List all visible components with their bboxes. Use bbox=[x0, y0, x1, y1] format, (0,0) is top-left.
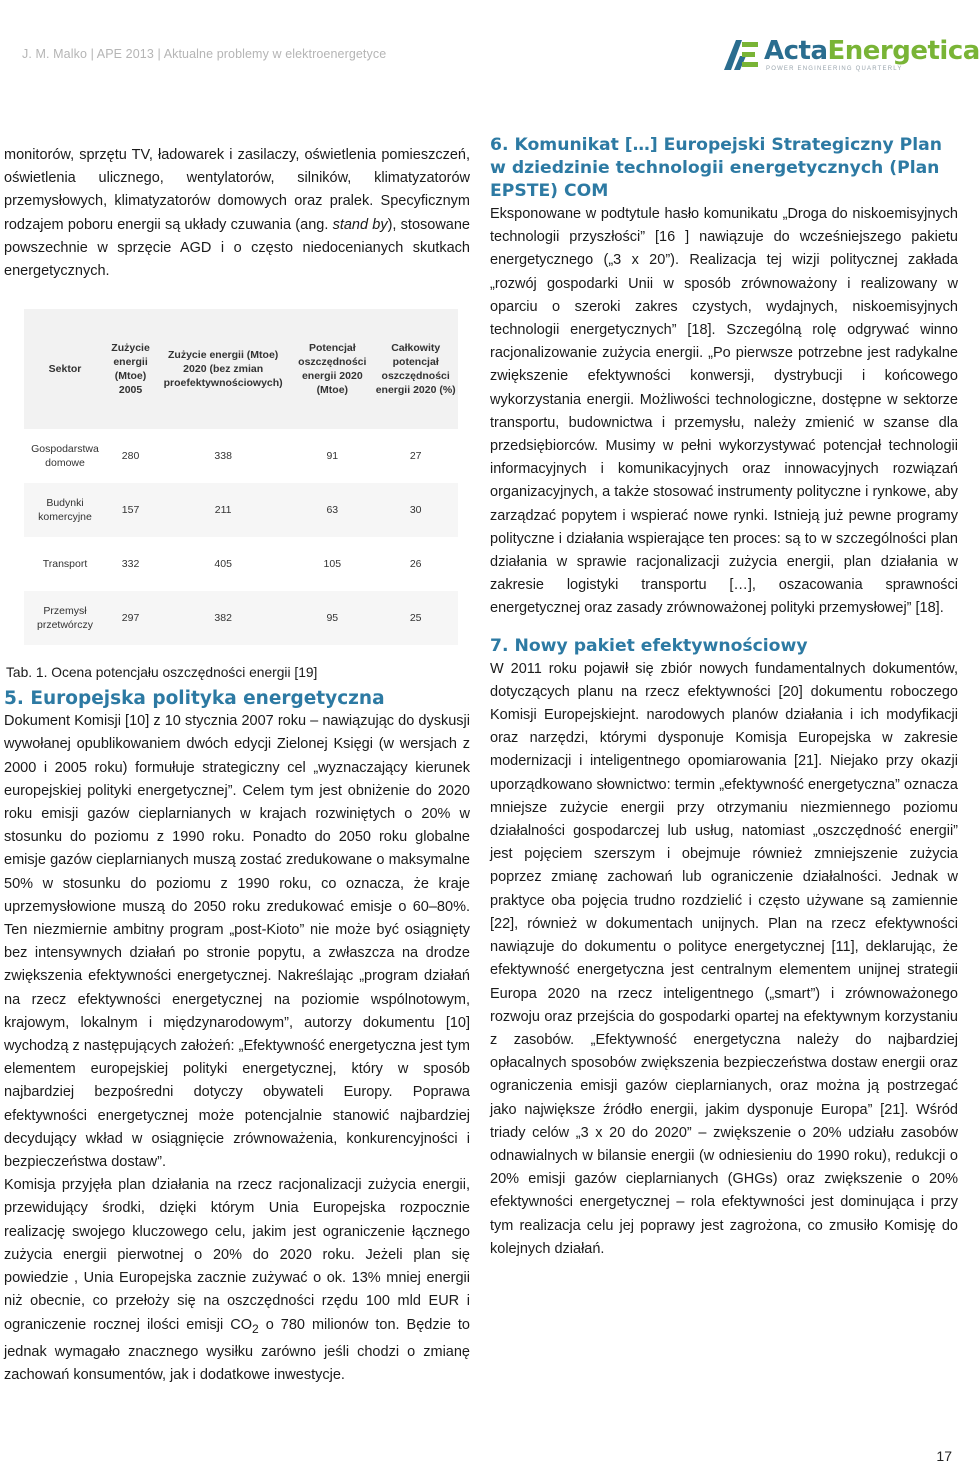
table-header-savings-potential: Potencjał oszczędności energii 2020 (Mtoe) bbox=[291, 309, 373, 429]
logo-tagline: POWER ENGINEERING QUARTERLY bbox=[766, 66, 903, 72]
left-column bbox=[4, 144, 470, 1387]
intro-paragraph bbox=[4, 144, 470, 283]
table-cell-sector: Budynki komercyjne bbox=[24, 483, 106, 537]
table-cell: 157 bbox=[106, 483, 155, 537]
table-cell: 297 bbox=[106, 591, 155, 645]
table-cell: 91 bbox=[326, 450, 339, 463]
table-cell: 95 bbox=[291, 591, 373, 645]
table-cell: 382 bbox=[155, 591, 291, 645]
table-cell: 27 bbox=[409, 450, 422, 463]
intro-italic-term: stand by bbox=[332, 216, 388, 233]
table-row bbox=[24, 483, 458, 537]
table-header-sector: Sektor bbox=[24, 309, 106, 429]
table-cell-sector: Transport bbox=[42, 558, 88, 571]
table-row bbox=[24, 591, 458, 645]
intro-text-1: monitorów, sprzętu TV, ładowarek i zasilaczy, oświetlenia pomieszczeń, oświetlenia ulicznego, wentylatorów, silników, klimatyzatorów przemysłowych, klimatyzatorów domowych oraz pralek. Specyficznym rodzajem poboru energii są układy czuwania (ang. bbox=[4, 147, 470, 233]
table-cell-sector: Gospodarstwa domowe bbox=[31, 443, 99, 470]
section-7-paragraph: W 2011 roku pojawił się zbiór nowych fundamentalnych dokumentów, dotyczących planu na rzecz efektywności [20] dokumentu roboczego Komisji Europejskiejnt. narodowych planów działania i ich modyfikacji oraz narzędzi, którymi dysponuje Komisja Europejska w zakresie modernizacji i inteligentnego opomiarowania [21]. Niejako przy okazji uporządkowano słownictwo: termin „efektywność energetyczna” oznacza mniejsze zużycie energii przy otrzymaniu niezmiennego poziomu działalności gospodarczej lub usług, natomiast „oszczędność energii” jest pojęciem szerszym i obejmuje również zmniejszenie zużycia poprzez zmianę zachowań lub ograniczenie działalności. Jednak w praktyce oba pojęcia trudno rozdzielić i często używane są zamiennie [22], również w dokumentach unijnych. Plan na rzecz efektywności nawiązuje do dokumentu o polityce energetycznej [11], deklarując, że efektywność energetyczna jest centralnym elementem unijnej strategii Europa 2020 na rzecz inteligentnego („smart”) i zrównoważonego rozwoju oraz przejścia do gospodarki opartej na efektywnym korzystaniu z zasobów. „Efektywność energetyczna należy do najbardziej opłacalnych sposobów zwiększenia bezpieczeństwa dostaw energii oraz ograniczenia emisji gazów cieplarnianych, oraz można ją postrzegać jako największe źródło energii, jakim dysponuje Europa” [21]. Wśród triady celów „3 x 20 do 2020” – zwiększenie o 20% udziału zasobów odnawialnych w bilansie energii (w odniesieniu do 1990 roku), redukcji o 20% emisji gazów cieplarnianych (GHGs) oraz zwiększenie o 20% efektywności energetycznej – rola efektywności jest dominująca i przy tym realizacja celu jej poprawy jest zagrożona, co zmusiło Komisję do kolejnych działań. bbox=[490, 660, 958, 1257]
table-cell: 332 bbox=[121, 558, 140, 571]
table-header-row bbox=[24, 309, 458, 429]
page-number: 17 bbox=[936, 1448, 952, 1464]
co2-subscript: 2 bbox=[252, 1321, 259, 1336]
section-6-heading: 6. Komunikat […] Europejski Strategiczny Plan w dziedzinie technologii energetycznych (Plan EPSTE) COM bbox=[490, 135, 943, 201]
table-cell: 105 bbox=[323, 558, 342, 571]
section-6-paragraph: Eksponowane w podtytule hasło komunikatu „Droga do niskoemisyjnych technologii przyszłości” [16 ] nawiązuje do wcześniejszego pakietu energetycznego („3 x 20”). Realizacja tej wizji politycznej zakłada „rozwój gospodarki Unii w sposób zrównoważony i realizowany w oparciu o szeroki zakres czystych, wydajnych, niskoemisyjnych technologii energetycznych” [18]. Szczególną rolę odgrywać winno racjonalizowanie zużycia energii. „Po pierwsze potrzebne jest radykalne zwiększenie efektywności konwersji, dystrybucji i końcowego wykorzystania energii. Możliwości technologiczne, dostępne w sektorze transportu, budownictwa i przemysłu, należy zmienić w szanse dla przedsiębiorców. Musimy w pełni wykorzystywać potencjał technologii informacyjnych i komunikacyjnych oraz innowacyjnych rozwiązań organizacyjnych, a także stosować instrumenty polityczne i rynkowe, aby zarządzać popytem i wspierać nowe rynki. Istnieją już pewne programy polityczne i działania wspierające ten proces: są to w szczególności plan działania w sprawie racjonalizacji zużycia energii, plan działania w zakresie logistyki transportu […], oszacowania sprawności energetycznej oraz zasady zrównoważonej polityki przemysłowej” [18]. bbox=[490, 206, 958, 617]
intro-text-2: ), stosowane powszechnie w sprzęcie AGD i o często niedocenianych skutkach energetycznych. bbox=[4, 216, 470, 280]
section-5-paragraph-2-text-a: Komisja przyjęła plan działania na rzecz racjonalizacji zużycia energii, przewidujący środki, dzięki którym Unia Europejska rozpocznie realizację swojego kluczowego celu, jakim jest ograniczenie łącznego zużycia energii pierwotnej o 20% do 2020 roku. Jeżeli plan się powiedzie , Unia Europejska zacznie zużywać o ok. 13% mniej energii niż obecnie, co przełoży się na oszczędności rzędu 100 mld EUR i ograniczenie rocznej ilości emisji CO bbox=[4, 1177, 470, 1333]
section-5-paragraph-1: Dokument Komisji [10] z 10 stycznia 2007 roku – nawiązując do dyskusji wywołanej opublikowaniem dwóch edycji Zielonej Księgi (w wersjach z 2000 i 2005 roku) formułuje strategiczny cel „wyznaczający kierunek europejskiej polityki energetycznej”. Celem tym jest obniżenie do 2020 roku emisji gazów cieplarnianych w krajach rozwiniętych o 20% w stosunku do poziomu z 1990 roku. Ponadto do 2050 roku globalne emisje gazów cieplarnianych muszą zostać zredukowane o maksymalne 50% w stosunku do poziomu z 1990 roku, co oznacza, że kraje uprzemysłowione muszą do 2050 roku zredukować emisje o 60–80%. Ten niezmiernie ambitny program „post-Kioto” nie może być osiągnięty bez intensywnych działań po stronie popytu, a zwłaszcza na drodze zwiększenia efektywności energetycznej. Nakreślając „program działań na rzecz efektywności energetycznej na poziomie wspólnotowym, krajowym, lokalnym i międzynarodowym”, autorzy dokumentu [10] wychodzą z następujących założeń: „Efektywność energetyczna jest tym elementem europejskiej polityki energetycznej, który w sposób najbardziej bezpośredni dotyczy obywateli Europy. Poprawa efektywności energetycznej może potencjalnie stanowić najbardziej decydujący wkład w osiągnięcie zrównoważenia, konkurencyjności i bezpieczeństwa dostaw”. bbox=[4, 713, 470, 1171]
running-head: J. M. Malko | APE 2013 | Aktualne problemy w elektroenergetyce bbox=[22, 47, 387, 61]
table-header-consumption-2020: Zużycie energii (Mtoe) 2020 (bez zmian proefektywnościowych) bbox=[155, 309, 291, 429]
table-header-consumption-2005: Zużycie energii (Mtoe) 2005 bbox=[106, 309, 155, 429]
energy-savings-table-wrap bbox=[24, 309, 458, 645]
table-cell: 211 bbox=[155, 483, 291, 537]
table-cell: 338 bbox=[214, 450, 232, 463]
journal-logo bbox=[722, 36, 980, 76]
section-7-heading: 7. Nowy pakiet efektywnościowy bbox=[490, 635, 808, 656]
table-header-total-potential: Całkowity potencjał oszczędności energii 2020 (%) bbox=[373, 309, 458, 429]
table-cell: 405 bbox=[214, 558, 232, 571]
table-cell: 26 bbox=[409, 558, 422, 571]
table-row bbox=[24, 537, 458, 591]
table-cell: 25 bbox=[373, 591, 458, 645]
table-cell: 63 bbox=[291, 483, 373, 537]
acta-energetica-logo-icon bbox=[722, 38, 760, 72]
section-5-paragraph-2 bbox=[4, 1174, 470, 1387]
logo-wordmark bbox=[764, 36, 980, 66]
logo-word-acta: Acta bbox=[764, 36, 828, 66]
table-cell-sector: Przemysł przetwórczy bbox=[24, 591, 106, 645]
energy-savings-table bbox=[24, 309, 458, 645]
table-caption: Tab. 1. Ocena potencjału oszczędności energii [19] bbox=[6, 665, 318, 681]
section-5-paragraph-2-text-b: o 780 milionów ton. Będzie to jednak wymagało znacznego wysiłku zarówno jeśli chodzi o zmianę zachowań konsumentów, jak i dodatkowe inwestycje. bbox=[4, 1316, 470, 1383]
section-5-heading: 5. Europejska polityka energetyczna bbox=[4, 688, 385, 710]
table-cell: 30 bbox=[373, 483, 458, 537]
table-cell: 280 bbox=[121, 450, 140, 463]
table-row bbox=[24, 429, 458, 483]
logo-word-energetica: Energetica bbox=[827, 36, 980, 66]
right-column bbox=[490, 134, 958, 1261]
